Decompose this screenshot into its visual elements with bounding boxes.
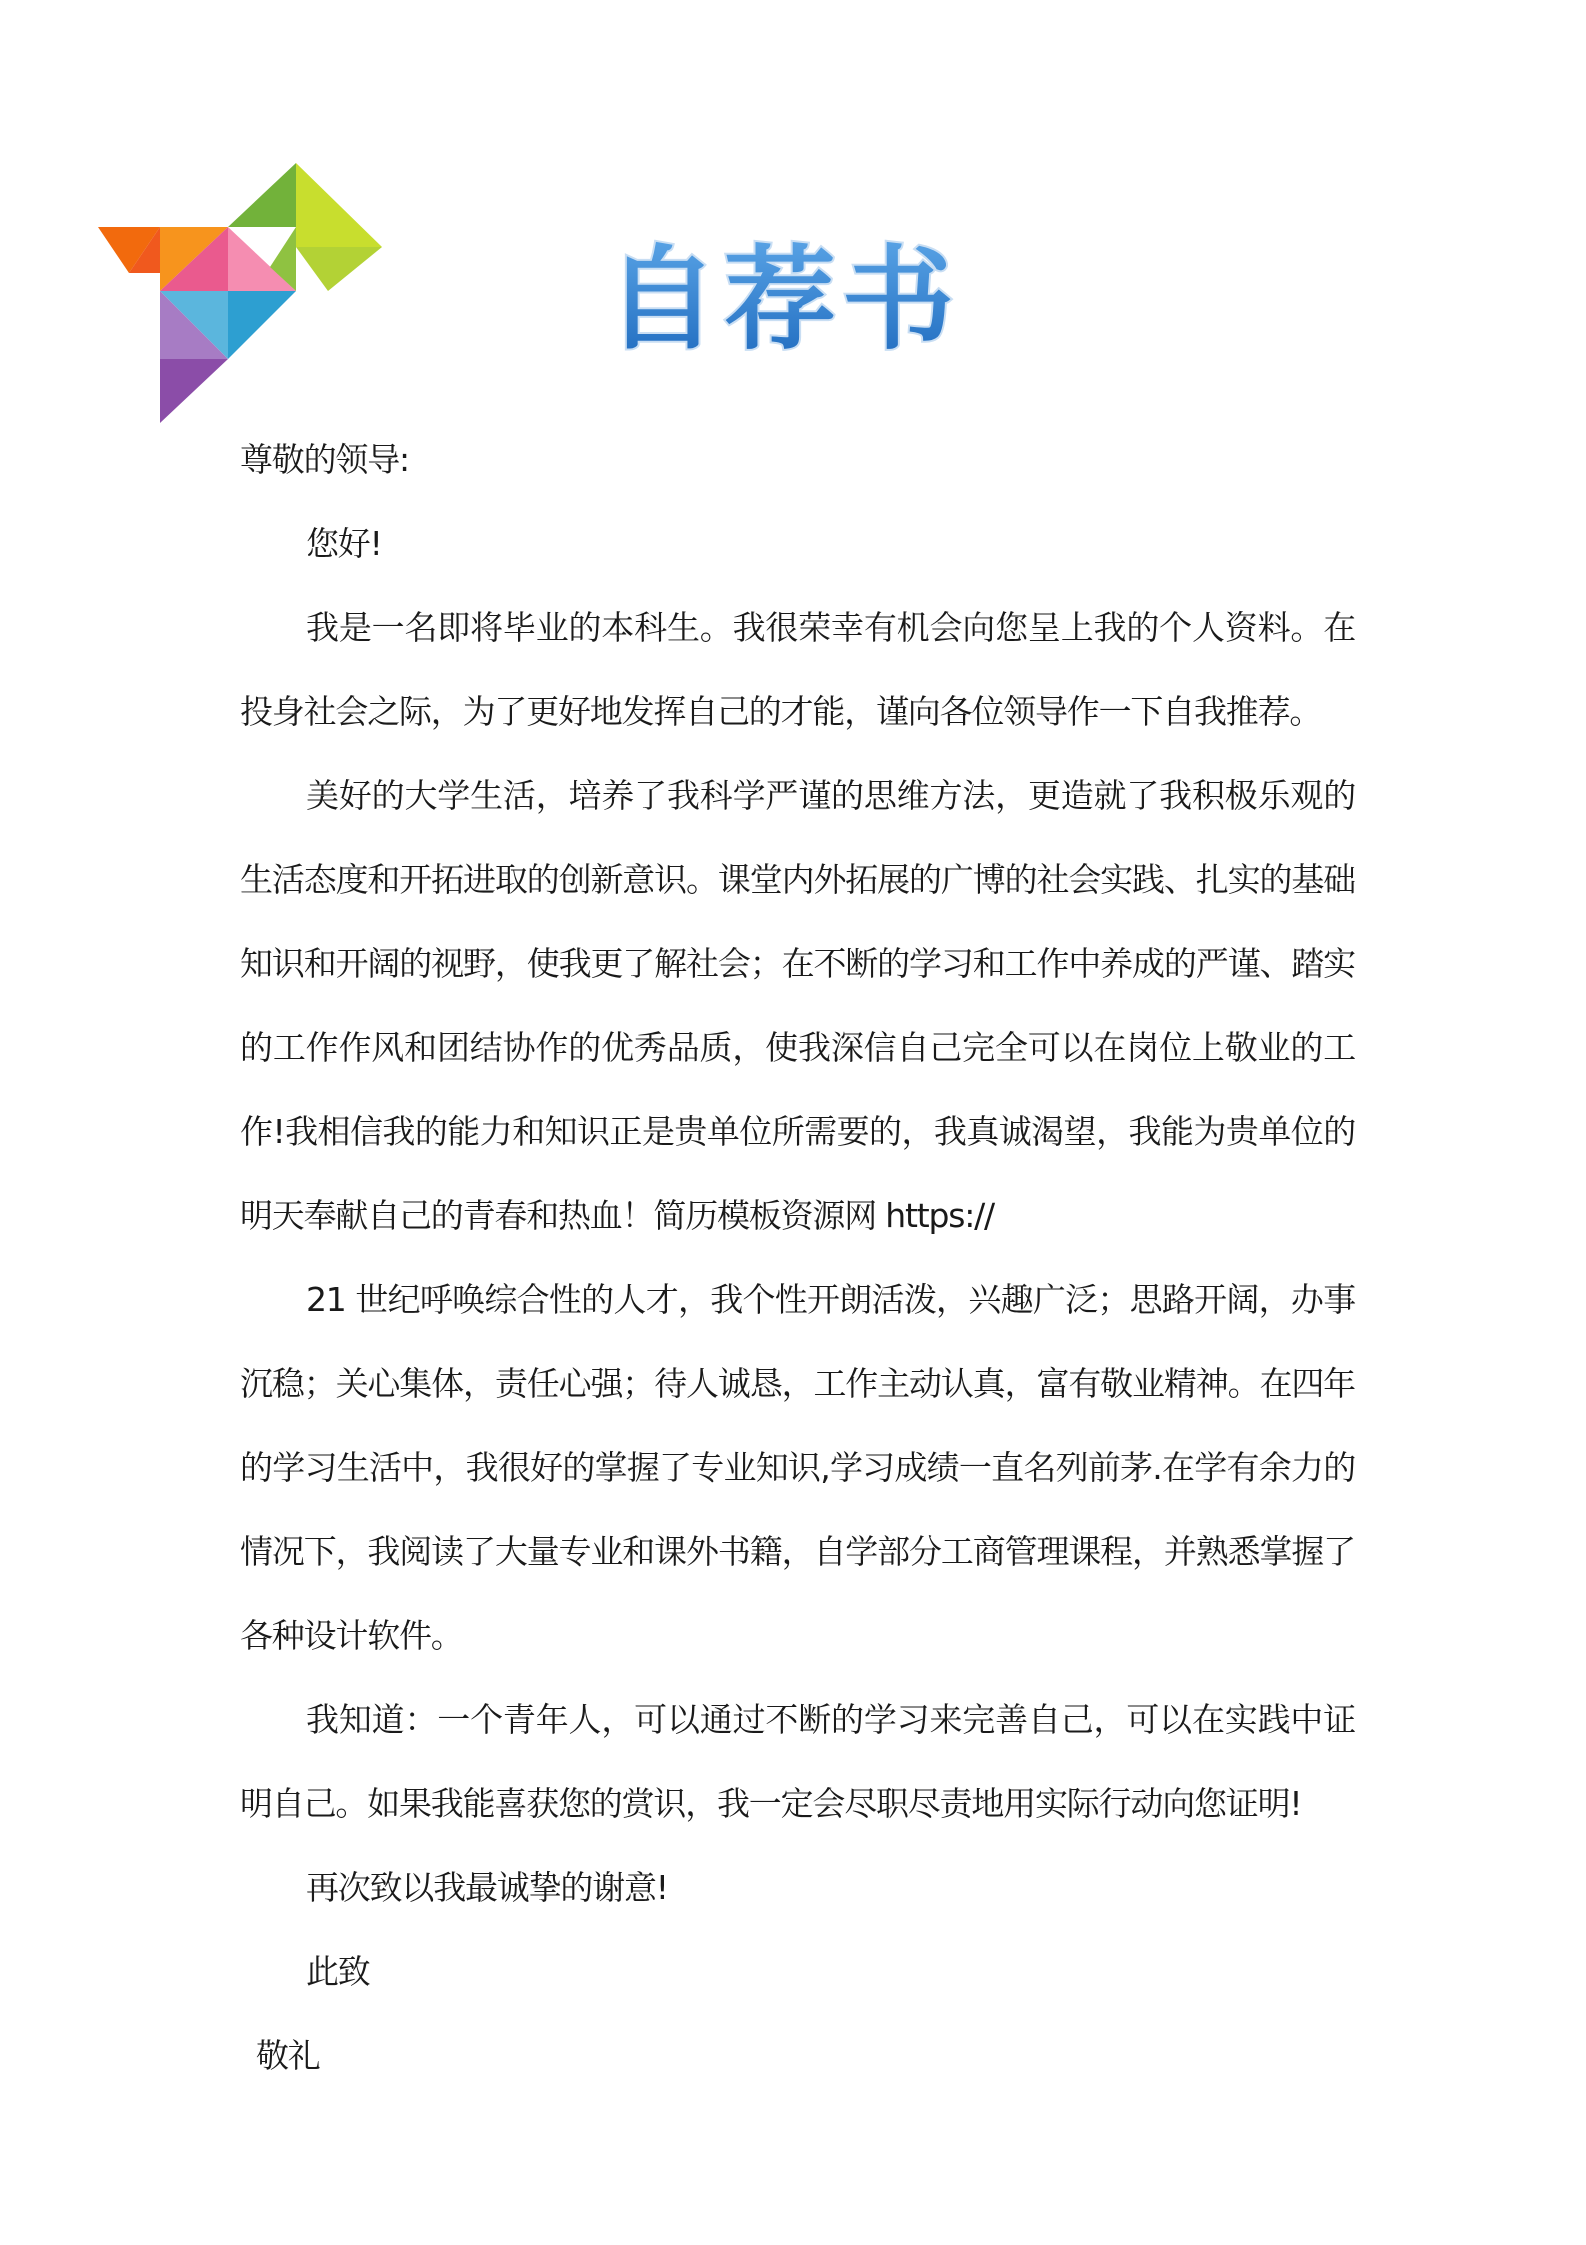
letter-paragraph: 我知道：一个青年人，可以通过不断的学习来完善自己，可以在实践中证明自己。如果我能喜获您的赏识，我一定会尽职尽责地用实际行动向您证明! <box>240 1700 1355 1823</box>
letter-greeting: 您好! <box>306 524 382 563</box>
letter-salutation: 尊敬的领导: <box>240 440 409 479</box>
letter-paragraph: 21 世纪呼唤综合性的人才，我个性开朗活泼，兴趣广泛；思路开阔，办事沉稳；关心集体，责任心强；待人诚恳，工作主动认真，富有敬业精神。在四年的学习生活中，我很好的掌握了专业知识,学习成绩一直名列前茅.在学有余力的情况下，我阅读了大量专业和课外书籍，自学部分工商管理课程，并熟悉掌握了各种设计软件。 <box>240 1280 1355 1655</box>
origami-bird-logo <box>98 163 383 423</box>
title-text: 自荐书 <box>606 235 960 365</box>
letter-paragraph: 美好的大学生活，培养了我科学严谨的思维方法，更造就了我积极乐观的生活态度和开拓进取的创新意识。课堂内外拓展的广博的社会实践、扎实的基础知识和开阔的视野，使我更了解社会；在不断的学习和工作中养成的严谨、踏实的工作作风和团结协作的优秀品质，使我深信自己完全可以在岗位上敬业的工作!我相信我的能力和知识正是贵单位所需要的，我真诚渴望，我能为贵单位的明天奉献自己的青春和热血！简历模板资源网 https:// <box>240 776 1355 1235</box>
letter-body <box>240 418 1355 2098</box>
letter-paragraph: 再次致以我最诚挚的谢意! <box>306 1868 668 1907</box>
letter-closing-line2: 敬礼 <box>256 2036 320 2075</box>
letter-closing-line1: 此致 <box>306 1952 370 1991</box>
letter-paragraph: 我是一名即将毕业的本科生。我很荣幸有机会向您呈上我的个人资料。在投身社会之际，为了更好地发挥自己的才能，谨向各位领导作一下自我推荐。 <box>240 608 1355 731</box>
document-title <box>606 226 1006 366</box>
